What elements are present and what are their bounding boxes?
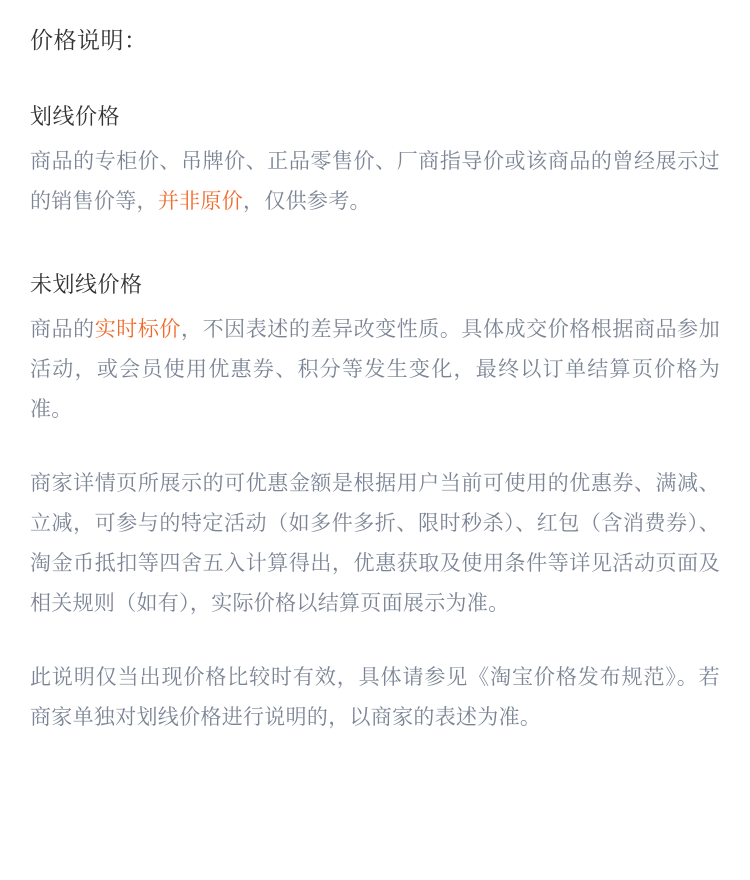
page-title: 价格说明： [30,27,148,53]
paragraph [30,310,720,430]
text-run: 商品的专柜价、吊牌价、正品零售价、厂商指导价或该商品的曾经展示过的销售价等， [30,150,720,213]
paragraph [30,658,720,738]
section-non-strikethrough-price [30,270,720,738]
section-strikethrough-price [30,102,720,222]
text-run: 商品的 [30,318,95,341]
paragraph [30,142,720,222]
text-run: 商家详情页所展示的可优惠金额是根据用户当前可使用的优惠券、满减、立减，可参与的特定活动（如多件多折、限时秒杀）、红包（含消费券）、淘金币抵扣等四舍五入计算得出，优惠获取及使用条件等详见活动页面及相关规则（如有），实际价格以结算页面展示为准。 [30,472,720,615]
spacer [30,252,720,270]
highlighted-text-run: 并非原价 [157,190,244,213]
highlighted-text-run: 实时标价 [94,318,182,341]
section-heading: 未划线价格 [30,272,143,297]
section-heading: 划线价格 [30,104,121,129]
text-run: ，不因表述的差异改变性质。具体成交价格根据商品参加活动，或会员使用优惠券、积分等发生变化，最终以订单结算页价格为准。 [30,318,721,421]
text-run: 此说明仅当出现价格比较时有效，具体请参见《淘宝价格发布规范》。若商家单独对划线价格进行说明的，以商家的表述为准。 [30,666,720,729]
text-run: ，仅供参考。 [243,190,371,213]
paragraph [30,464,720,624]
